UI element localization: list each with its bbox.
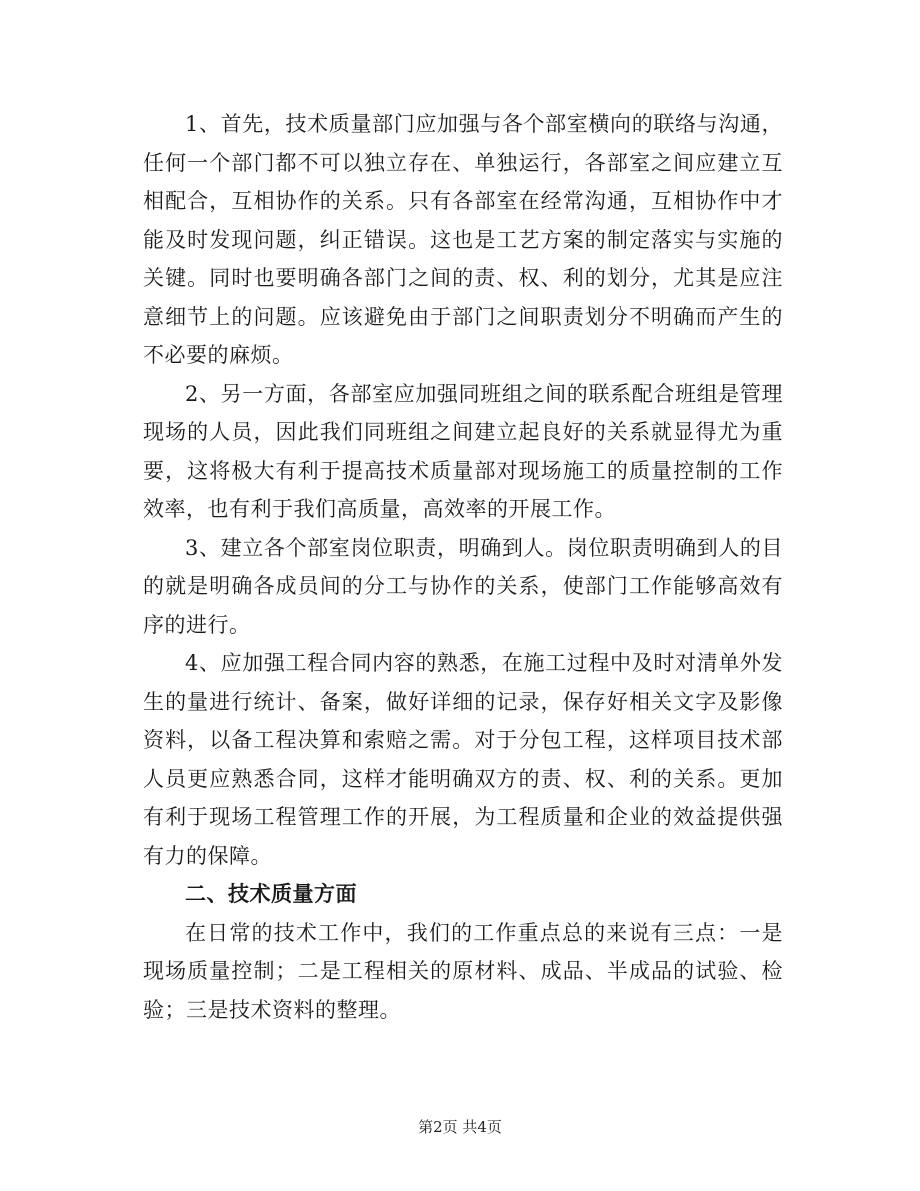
paragraph-4: 4、应加强工程合同内容的熟悉，在施工过程中及时对清单外发生的量进行统计、备案，做好详细的记录，保存好相关文字及影像资料，以备工程决算和索赔之需。对于分包工程，这样项目技术部人员更应熟悉合同，这样才能明确双方的责、权、利的关系。更加有利于现场工程管理工作的开展，为工程质量和企业的效益提供强有力的保障。 [143, 651, 783, 868]
document-body [143, 105, 783, 1029]
section-heading: 二、技术质量方面 [185, 882, 357, 906]
paragraph-2: 2、另一方面，各部室应加强同班组之间的联系配合班组是管理现场的人员，因此我们同班组之间建立起良好的关系就显得尤为重要，这将极大有利于提高技术质量部对现场施工的质量控制的工作效率，也有利于我们高质量，高效率的开展工作。 [143, 381, 783, 521]
paragraph-5: 在日常的技术工作中，我们的工作重点总的来说有三点：一是现场质量控制；二是工程相关的原材料、成品、半成品的试验、检验；三是技术资料的整理。 [143, 920, 783, 1022]
page-number-footer: 第2页 共4页 [418, 1118, 502, 1136]
paragraph-3: 3、建立各个部室岗位职责，明确到人。岗位职责明确到人的目的就是明确各成员间的分工与协作的关系，使部门工作能够高效有序的进行。 [143, 535, 783, 637]
paragraph-1: 1、首先，技术质量部门应加强与各个部室横向的联络与沟通，任何一个部门都不可以独立存在、单独运行，各部室之间应建立互相配合，互相协作的关系。只有各部室在经常沟通，互相协作中才能及时发现问题，纠正错误。这也是工艺方案的制定落实与实施的关键。同时也要明确各部门之间的责、权、利的划分，尤其是应注意细节上的问题。应该避免由于部门之间职责划分不明确而产生的不必要的麻烦。 [143, 112, 783, 367]
